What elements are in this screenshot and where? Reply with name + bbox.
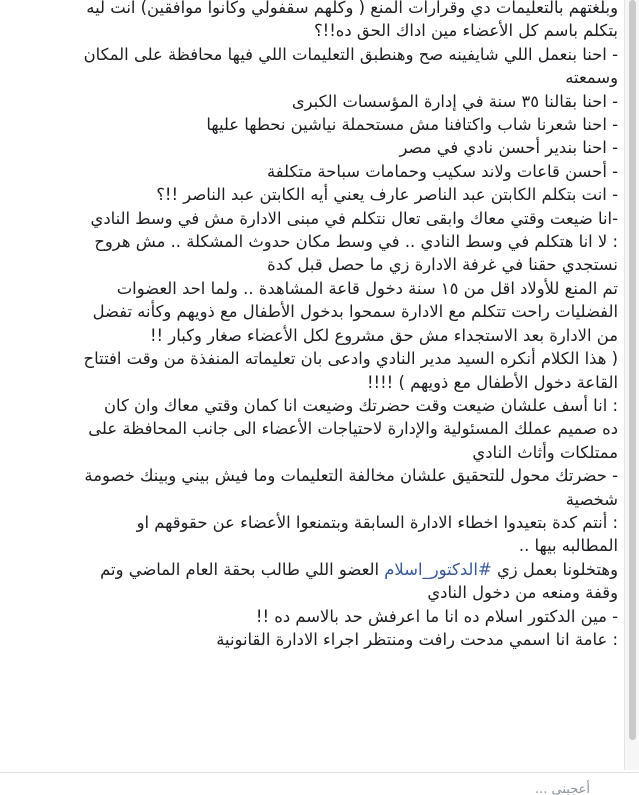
post-line: - مين الدكتور اسلام ده انا ما اعرفش حد بالاسم ده !! (255, 606, 618, 626)
post-line: تم المنع للأولاد اقل من ١٥ سنة دخول قاعة المشاهدة .. ولما احد العضوات (116, 278, 618, 298)
post-line: : انا أسف علشان ضيعت وقت حضرتك وضيعت انا كمان وقتي معاك وان كان (103, 395, 618, 415)
post-line: وقفة ومنعه من دخول النادي (427, 583, 618, 603)
post-line: من الادارة بعد الاستجداء مش حق مشروع لكل الأعضاء صغار وكبار !! (149, 325, 618, 345)
post-line: بتكلم باسم كل الأعضاء مين اداك الحق ده!!؟ (313, 21, 618, 41)
post-line: - أحسن قاعات ولاند سكيب وحمامات سباحة متكلفة (266, 161, 618, 181)
post-line: - احنا بنعمل اللي شايفينه صح وهنطبق التعليمات اللي فيها محافظة على المكان (83, 44, 618, 64)
post-line: - حضرتك محول للتحقيق علشان مخالفة التعليمات وما فيش بيني وبينك خصومة (84, 466, 618, 486)
post-line: -انا ضيعت وقتي معاك وابقى تعال نتكلم في مبنى الادارة مش في وسط النادي (90, 208, 618, 228)
post-line: المطالبه بيها .. (518, 536, 618, 556)
hashtag-link[interactable]: #الدكتور_اسلام (384, 559, 492, 579)
post-line: ده صميم عملك المسئولية والإدارة لاحتياجات الأعضاء الى جانب المحافظة على (88, 419, 618, 439)
post-line: ( هذا الكلام أنكره السيد مدير النادي وادعى بان تعليماته المنفذة من وقت افتتاح (83, 349, 618, 369)
post-line-segment: العضو اللي طالب بحقة العام الماضي وتم (100, 559, 380, 579)
post-line: - احنا بقالنا ٣٥ سنة في إدارة المؤسسات الكبرى (291, 91, 618, 111)
post-line: : أنتم كدة بتعيدوا اخطاء الادارة السابقة وبتمنعوا الأعضاء عن حقوقهم او (136, 512, 618, 532)
post-line: نستجدي حقنا في غرفة الادارة زي ما حصل قبل كدة (267, 255, 618, 275)
post-line: : عامة انا اسمي مدحت رافت ومنتظر اجراء الادارة القانونية (216, 629, 618, 649)
post-line: وبلغتهم بالتعليمات دي وقرارات المنع ( وكلهم سقفولي وكانوا موافقين) انت ليه (86, 0, 618, 17)
post-line-with-hashtag (6, 558, 618, 581)
post-line: وسمعته (565, 68, 618, 88)
post-footer (0, 772, 639, 795)
post-line: - انت بتكلم الكابتن عبد الناصر عارف يعني أيه الكابتن عبد الناصر !!؟ (156, 185, 618, 205)
footer-cut-text: أعجبني ... (535, 782, 590, 795)
post-line: : لا انا هتكلم في وسط النادي .. في وسط مكان حدوث المشكلة .. مش هروح (94, 232, 618, 252)
post-line: - احنا بندير أحسن نادي في مصر (399, 138, 618, 158)
scrollbar-thumb[interactable] (629, 0, 636, 740)
post-line: شخصية (565, 489, 618, 509)
post-line: الفضليات راحت تتكلم مع الادارة سمحوا بدخول الأطفال مع ذويهم وكأنه تفضل (92, 302, 618, 322)
post-line: ممتلكات وأثاث النادي (472, 442, 618, 462)
vertical-scrollbar[interactable] (624, 0, 639, 770)
post-line: القاعة دخول الأطفال مع ذويهم ) !!!! (366, 372, 618, 392)
post-line-segment: وهتخلونا بعمل زي (496, 559, 618, 579)
post-line: - احنا شعرنا شاب واكتافنا مش مستحملة نياشين نحطها عليها (206, 115, 618, 135)
